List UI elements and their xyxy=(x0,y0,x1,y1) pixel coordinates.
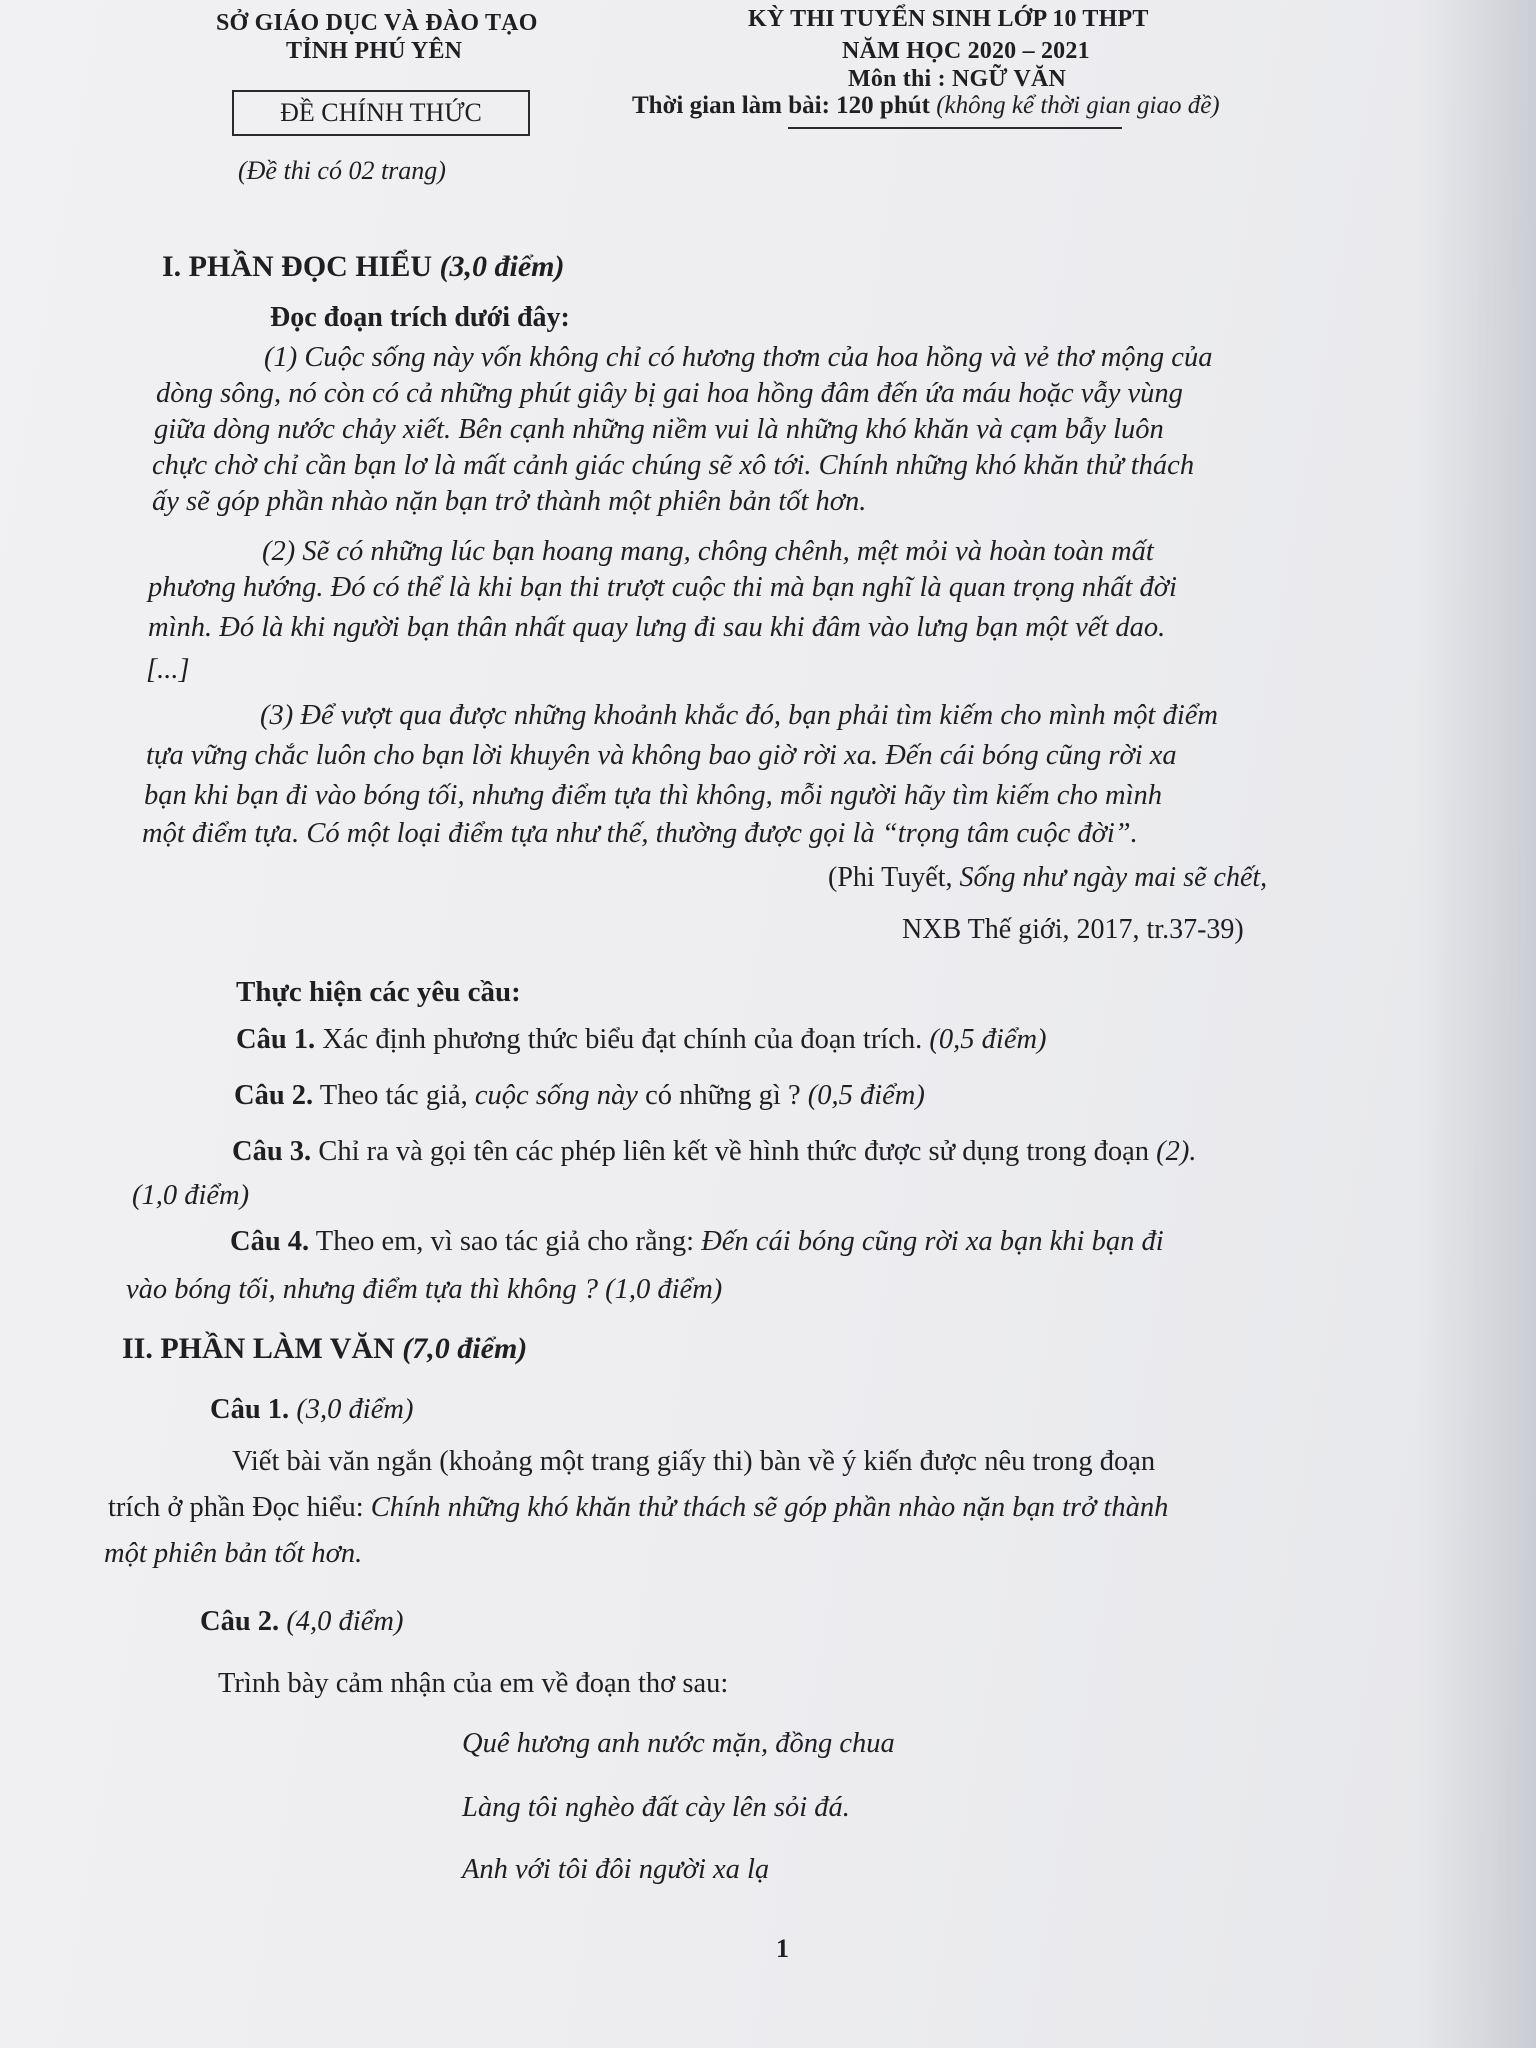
page-number: 1 xyxy=(776,1934,789,1963)
province-name: TỈNH PHÚ YÊN xyxy=(286,38,463,64)
question-2 xyxy=(234,1080,925,1112)
para1-line2: dòng sông, nó còn có cả những phút giây bị gai hoa hồng đâm đến ứa máu hoặc vẫy vùng xyxy=(156,378,1183,409)
q4-text-c: vào bóng tối, nhưng điểm tựa thì không ? xyxy=(126,1274,599,1305)
poem-line-3: Anh với tôi đôi người xa lạ xyxy=(462,1854,770,1885)
c1-score: (3,0 điểm) xyxy=(289,1394,414,1425)
part2-heading xyxy=(122,1332,527,1366)
q3-score: (1,0 điểm) xyxy=(132,1180,250,1211)
official-exam-box: ĐỀ CHÍNH THỨC xyxy=(232,90,530,136)
pages-note: (Đề thi có 02 trang) xyxy=(238,156,446,185)
source-author: (Phi Tuyết, xyxy=(828,862,960,893)
source-line2: NXB Thế giới, 2017, tr.37-39) xyxy=(902,914,1244,945)
para1-line4: chực chờ chỉ cần bạn lơ là mất cảnh giác chúng sẽ xô tới. Chính những khó khăn thử thách xyxy=(152,450,1195,481)
essay-2-heading xyxy=(200,1606,403,1638)
time-limit xyxy=(632,92,1220,120)
q3-text: Chỉ ra và gọi tên các phép liên kết về hình thức được sử dụng trong đoạn xyxy=(311,1136,1157,1167)
question-3 xyxy=(232,1136,1197,1168)
part1-heading xyxy=(162,250,564,284)
time-label: Thời gian làm bài: 120 phút xyxy=(632,92,930,119)
q4-text-b: Đến cái bóng cũng rời xa bạn khi bạn đi xyxy=(701,1226,1164,1257)
para1-line3: giữa dòng nước chảy xiết. Bên cạnh những niềm vui là những khó khăn và cạm bẫy luôn xyxy=(154,414,1164,445)
page-shadow xyxy=(1416,0,1536,2048)
part1-title: I. PHẦN ĐỌC HIỂU xyxy=(162,250,433,283)
question-4-line2 xyxy=(126,1274,722,1306)
school-year: NĂM HỌC 2020 – 2021 xyxy=(842,38,1090,64)
essay-1-heading xyxy=(210,1394,413,1426)
para1-line5: ấy sẽ góp phần nhào nặn bạn trở thành một phiên bản tốt hơn. xyxy=(152,486,867,517)
para3-line3: bạn khi bạn đi vào bóng tối, nhưng điểm tựa thì không, mỗi người hãy tìm kiếm cho mình xyxy=(144,780,1163,811)
para3-line1: (3) Để vượt qua được những khoảnh khắc đó, bạn phải tìm kiếm cho mình một điểm xyxy=(260,700,1218,731)
source-book: Sống như ngày mai sẽ chết, xyxy=(959,862,1268,893)
question-4-line1 xyxy=(230,1226,1164,1258)
c2-line: Trình bày cảm nhận của em về đoạn thơ sau: xyxy=(218,1668,729,1699)
q2-score: (0,5 điểm) xyxy=(807,1080,925,1111)
question-1 xyxy=(236,1024,1047,1056)
q2-text-b: cuộc sống này xyxy=(474,1080,638,1111)
q3-label: Câu 3. xyxy=(232,1136,312,1167)
c1-line1: Viết bài văn ngắn (khoảng một trang giấy thi) bàn về ý kiến được nêu trong đoạn xyxy=(232,1446,1156,1477)
para3-line2: tựa vững chắc luôn cho bạn lời khuyên và không bao giờ rời xa. Đến cái bóng cũng rời xa xyxy=(146,740,1177,771)
q4-text-a: Theo em, vì sao tác giả cho rằng: xyxy=(309,1226,702,1257)
para3-line4: một điểm tựa. Có một loại điểm tựa như thế, thường được gọi là “trọng tâm cuộc đời”. xyxy=(142,818,1138,849)
para2-line3: mình. Đó là khi người bạn thân nhất quay lưng đi sau khi đâm vào lưng bạn một vết dao. xyxy=(148,612,1166,643)
part2-score: (7,0 điểm) xyxy=(402,1332,528,1365)
c2-score: (4,0 điểm) xyxy=(279,1606,404,1637)
poem-line-2: Làng tôi nghèo đất cày lên sỏi đá. xyxy=(462,1792,850,1823)
q2-text-c: có những gì ? xyxy=(637,1080,808,1111)
q2-text-a: Theo tác giả, xyxy=(313,1080,475,1111)
exam-title: KỲ THI TUYỂN SINH LỚP 10 THPT xyxy=(748,6,1149,32)
time-underline xyxy=(788,127,1122,129)
part1-score: (3,0 điểm) xyxy=(439,250,565,283)
para2-line2: phương hướng. Đó có thể là khi bạn thi trượt cuộc thi mà bạn nghĩ là quan trọng nhất đời xyxy=(148,572,1177,603)
q1-text: Xác định phương thức biểu đạt chính của đoạn trích. xyxy=(315,1024,930,1055)
c1-line3: một phiên bản tốt hơn. xyxy=(104,1538,363,1569)
time-note: (không kể thời gian giao đề) xyxy=(936,92,1220,119)
q3-ref: (2). xyxy=(1156,1136,1197,1167)
c1-line2-b: Chính những khó khăn thử thách sẽ góp phần nhào nặn bạn trở thành xyxy=(370,1492,1169,1523)
tasks-title: Thực hiện các yêu cầu: xyxy=(236,976,521,1008)
para1-line1: (1) Cuộc sống này vốn không chỉ có hương thơm của hoa hồng và vẻ thơ mộng của xyxy=(264,342,1213,373)
c2-label: Câu 2. xyxy=(200,1606,280,1637)
c1-label: Câu 1. xyxy=(210,1394,290,1425)
q2-label: Câu 2. xyxy=(234,1080,314,1111)
reading-instruction: Đọc đoạn trích dưới đây: xyxy=(270,302,570,333)
subject: Môn thi : NGỮ VĂN xyxy=(848,66,1067,92)
q1-score: (0,5 điểm) xyxy=(929,1024,1047,1055)
part2-title: II. PHẦN LÀM VĂN xyxy=(122,1332,395,1365)
poem-line-1: Quê hương anh nước mặn, đồng chua xyxy=(462,1728,895,1759)
dept-name: SỞ GIÁO DỤC VÀ ĐÀO TẠO xyxy=(216,10,538,36)
c1-line2-a: trích ở phần Đọc hiểu: xyxy=(108,1492,371,1523)
q4-label: Câu 4. xyxy=(230,1226,310,1257)
c1-line2 xyxy=(108,1492,1168,1524)
q1-label: Câu 1. xyxy=(236,1024,316,1055)
para2-line1: (2) Sẽ có những lúc bạn hoang mang, chông chênh, mệt mỏi và hoàn toàn mất xyxy=(262,536,1154,567)
q4-score: (1,0 điểm) xyxy=(598,1274,723,1305)
source-line1 xyxy=(828,862,1267,894)
para2-line4: [...] xyxy=(146,654,190,685)
